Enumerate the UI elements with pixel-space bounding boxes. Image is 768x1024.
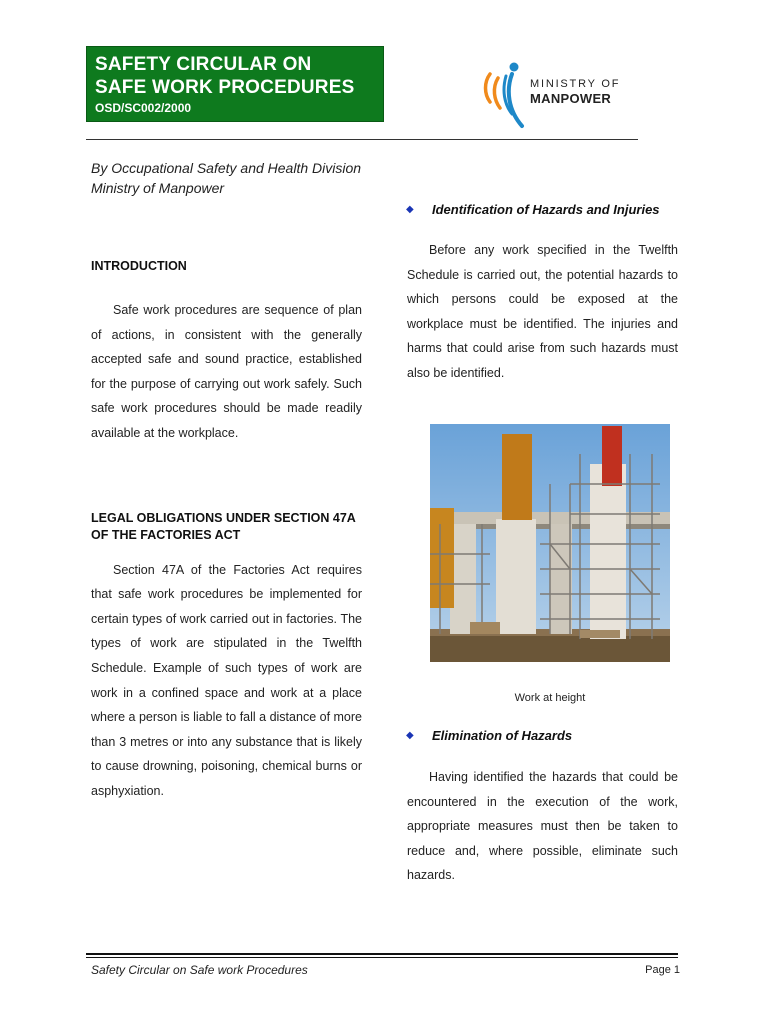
- circular-title-line2: SAFE WORK PROCEDURES: [95, 77, 355, 98]
- diamond-bullet-icon: ◆: [406, 730, 414, 741]
- footer-title: Safety Circular on Safe work Procedures: [91, 963, 308, 977]
- circular-title-line1: SAFETY CIRCULAR ON: [95, 54, 312, 75]
- footer-divider-thick: [86, 953, 678, 955]
- byline-ministry: Ministry of Manpower: [91, 180, 225, 196]
- construction-scaffold-image: [430, 424, 670, 662]
- identification-body: Before any work specified in the Twelfth Schedule is carried out, the potential hazards to which persons could be exposed at the workplace must be identified. The injuries and harms that could arise from such hazards must also be identified.: [407, 243, 678, 380]
- legal-heading: LEGAL OBLIGATIONS UNDER SECTION 47A OF THE FACTORIES ACT: [91, 510, 356, 542]
- introduction-body: Safe work procedures are sequence of plan of actions, in consistent with the generally accepted safe and sound practice, established for the purpose of carrying out work safely. Such safe work procedures should be made readily available at the workplace.: [91, 303, 362, 440]
- diamond-bullet-icon: ◆: [406, 204, 414, 215]
- construction-photo: [430, 424, 670, 662]
- elimination-heading: Elimination of Hazards: [432, 728, 573, 743]
- page-number: Page 1: [645, 964, 680, 976]
- identification-heading-row: [407, 202, 678, 217]
- ministry-logo: [478, 60, 638, 132]
- legal-body: Section 47A of the Factories Act requires that safe work procedures be implemented for certain types of work carried out in factories. The types of work are stipulated in the Twelfth Schedule. Example of such types of work are work in a confined space and work at a place where a person is liable to fall a distance of more than 3 metres or into any substance that is likely to cause drowning, poisoning, chemical burns or asphyxiation.: [91, 562, 362, 798]
- right-column: [407, 202, 678, 386]
- circular-code: OSD/SC002/2000: [95, 101, 192, 115]
- ministry-logo-icon: [478, 60, 528, 132]
- footer-divider-thin: [86, 957, 678, 958]
- byline-division: By Occupational Safety and Health Division: [91, 160, 362, 176]
- logo-text-line1: MINISTRY OF: [530, 78, 621, 90]
- right-column-lower: [407, 728, 678, 888]
- title-box: [86, 46, 384, 122]
- byline: [91, 158, 361, 198]
- header-divider: [86, 139, 638, 140]
- elimination-body: Having identified the hazards that could be encountered in the execution of the work, appropriate measures must then be taken to reduce and, where possible, eliminate such hazards.: [407, 770, 678, 883]
- photo-caption: Work at height: [514, 692, 586, 704]
- introduction-heading: INTRODUCTION: [91, 259, 187, 273]
- identification-heading: Identification of Hazards and Injuries: [432, 202, 660, 217]
- left-column: [91, 258, 362, 804]
- logo-text-line2: MANPOWER: [530, 91, 612, 106]
- elimination-heading-row: [407, 728, 678, 743]
